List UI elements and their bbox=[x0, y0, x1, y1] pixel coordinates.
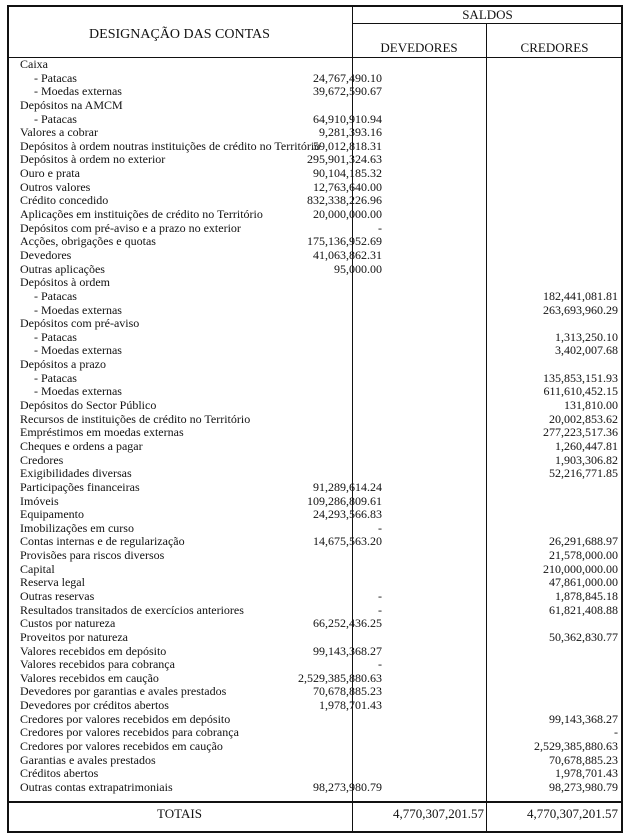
table-row bbox=[10, 685, 618, 699]
table-row bbox=[10, 631, 618, 645]
table-row bbox=[10, 153, 618, 167]
account-label: Depósitos à ordem noutras instituições de crédito no Território bbox=[20, 138, 321, 153]
table-row bbox=[10, 72, 618, 86]
credores-value: 3,402,007.68 bbox=[555, 343, 618, 358]
devedores-value: 91,289,614.24 bbox=[313, 479, 382, 494]
table-row bbox=[10, 385, 618, 399]
table-row bbox=[10, 317, 618, 331]
table-row bbox=[10, 645, 618, 659]
account-label: Aplicações em instituições de crédito no Território bbox=[20, 207, 263, 222]
table-row bbox=[10, 522, 618, 536]
devedores-value: 14,675,563.20 bbox=[313, 534, 382, 549]
account-label: Depósitos à ordem bbox=[20, 275, 110, 290]
credores-value: - bbox=[614, 725, 618, 740]
account-label: Devedores por créditos abertos bbox=[20, 698, 169, 713]
account-label: Empréstimos em moedas externas bbox=[20, 425, 184, 440]
devedores-value: - bbox=[378, 602, 382, 617]
devedores-value: - bbox=[378, 588, 382, 603]
account-label: - Patacas bbox=[34, 329, 77, 344]
account-rows bbox=[10, 58, 618, 795]
table-row bbox=[10, 726, 618, 740]
devedores-value: - bbox=[378, 520, 382, 535]
table-row bbox=[10, 563, 618, 577]
credores-value: 61,821,408.88 bbox=[549, 602, 618, 617]
table-row bbox=[10, 535, 618, 549]
table-row bbox=[10, 672, 618, 686]
devedores-value: 2,529,385,880.63 bbox=[298, 670, 382, 685]
credores-value: 277,223,517.36 bbox=[543, 425, 618, 440]
table-row bbox=[10, 440, 618, 454]
devedores-value: 98,273,980.79 bbox=[313, 779, 382, 794]
table-row bbox=[10, 495, 618, 509]
account-label: Imóveis bbox=[20, 493, 59, 508]
table-row bbox=[10, 549, 618, 563]
devedores-value: 90,104,185.32 bbox=[313, 166, 382, 181]
table-row bbox=[10, 85, 618, 99]
account-label: Contas internas e de regularização bbox=[20, 534, 185, 549]
devedores-value: 41,063,862.31 bbox=[313, 247, 382, 262]
devedores-value: 95,000.00 bbox=[334, 261, 382, 276]
credores-value: 1,878,845.18 bbox=[555, 588, 618, 603]
devedores-value: 12,763,640.00 bbox=[313, 179, 382, 194]
account-label: Garantias e avales prestados bbox=[20, 752, 156, 767]
account-label: - Patacas bbox=[34, 288, 77, 303]
account-label: Ouro e prata bbox=[20, 166, 80, 181]
account-label: Crédito concedido bbox=[20, 193, 109, 208]
devedores-value: 9,281,393.16 bbox=[319, 125, 382, 140]
credores-value: 47,861,000.00 bbox=[549, 575, 618, 590]
table-row bbox=[10, 590, 618, 604]
credores-value: 1,313,250.10 bbox=[555, 329, 618, 344]
account-label: Depósitos com pré-aviso e a prazo no exterior bbox=[20, 220, 241, 235]
devedores-value: 64,910,910.94 bbox=[313, 111, 382, 126]
account-label: Outras contas extrapatrimoniais bbox=[20, 779, 173, 794]
devedores-value: 1,978,701.43 bbox=[319, 698, 382, 713]
account-label: Credores por valores recebidos para cobrança bbox=[20, 725, 239, 740]
credores-value: 182,441,081.81 bbox=[543, 288, 618, 303]
devedores-value: 20,000,000.00 bbox=[313, 207, 382, 222]
credores-value: 26,291,688.97 bbox=[549, 534, 618, 549]
table-row bbox=[10, 276, 618, 290]
table-row bbox=[10, 263, 618, 277]
account-label: - Moedas externas bbox=[34, 84, 122, 99]
divider-totals bbox=[7, 801, 623, 803]
table-row bbox=[10, 140, 618, 154]
credores-value: 70,678,885.23 bbox=[549, 752, 618, 767]
account-label: - Moedas externas bbox=[34, 384, 122, 399]
credores-value: 135,853,151.93 bbox=[543, 370, 618, 385]
account-label: Valores recebidos em depósito bbox=[20, 643, 167, 658]
totals-devedores: 4,770,307,201.57 bbox=[393, 806, 484, 821]
account-label: Devedores bbox=[20, 247, 72, 262]
account-label: Depósitos com pré-aviso bbox=[20, 316, 140, 331]
table-row bbox=[10, 304, 618, 318]
totals-credores: 4,770,307,201.57 bbox=[527, 806, 618, 821]
account-label: Capital bbox=[20, 561, 55, 576]
devedores-value: - bbox=[378, 220, 382, 235]
account-label: - Moedas externas bbox=[34, 302, 122, 317]
account-label: Participações financeiras bbox=[20, 479, 140, 494]
credores-value: 99,143,368.27 bbox=[549, 711, 618, 726]
table-row bbox=[10, 113, 618, 127]
table-row bbox=[10, 767, 618, 781]
account-label: Depósitos na AMCM bbox=[20, 97, 123, 112]
table-row bbox=[10, 413, 618, 427]
table-row bbox=[10, 167, 618, 181]
table-row bbox=[10, 754, 618, 768]
table-row bbox=[10, 658, 618, 672]
account-label: Equipamento bbox=[20, 507, 84, 522]
credores-value: 131,810.00 bbox=[564, 398, 618, 413]
devedores-value: 70,678,885.23 bbox=[313, 684, 382, 699]
header-saldos: SALDOS bbox=[462, 7, 513, 22]
table-row bbox=[10, 58, 618, 72]
devedores-value: 59,012,818.31 bbox=[313, 138, 382, 153]
account-label: Valores recebidos para cobrança bbox=[20, 657, 175, 672]
table-row bbox=[10, 181, 618, 195]
account-label: Custos por natureza bbox=[20, 616, 116, 631]
account-label: - Patacas bbox=[34, 70, 77, 85]
account-label: Outras aplicações bbox=[20, 261, 105, 276]
devedores-value: 175,136,952.69 bbox=[307, 234, 382, 249]
devedores-value: 66,252,436.25 bbox=[313, 616, 382, 631]
account-label: Reserva legal bbox=[20, 575, 85, 590]
account-label: Cheques e ordens a pagar bbox=[20, 438, 143, 453]
table-row bbox=[10, 604, 618, 618]
account-label: Provisões para riscos diversos bbox=[20, 548, 165, 563]
account-label: Credores por valores recebidos em caução bbox=[20, 739, 223, 754]
devedores-value: - bbox=[378, 657, 382, 672]
table-row bbox=[10, 290, 618, 304]
account-label: Devedores por garantias e avales prestados bbox=[20, 684, 227, 699]
table-row bbox=[10, 331, 618, 345]
table-row bbox=[10, 481, 618, 495]
credores-value: 21,578,000.00 bbox=[549, 548, 618, 563]
credores-value: 1,260,447.81 bbox=[555, 438, 618, 453]
header-credores: CREDORES bbox=[520, 40, 589, 55]
account-label: Credores por valores recebidos em depósito bbox=[20, 711, 231, 726]
table-row bbox=[10, 344, 618, 358]
credores-value: 20,002,853.62 bbox=[549, 411, 618, 426]
account-label: Caixa bbox=[20, 57, 48, 71]
account-label: Credores bbox=[20, 452, 64, 467]
account-label: Proveitos por natureza bbox=[20, 629, 128, 644]
account-label: Valores recebidos em caução bbox=[20, 670, 159, 685]
table-row bbox=[10, 222, 618, 236]
table-row bbox=[10, 699, 618, 713]
credores-value: 98,273,980.79 bbox=[549, 779, 618, 794]
table-row bbox=[10, 508, 618, 522]
table-row bbox=[10, 99, 618, 113]
account-label: Outras reservas bbox=[20, 588, 95, 603]
table-row bbox=[10, 208, 618, 222]
account-label: - Patacas bbox=[34, 111, 77, 126]
table-row bbox=[10, 740, 618, 754]
table-row bbox=[10, 454, 618, 468]
totals-label: TOTAIS bbox=[157, 806, 202, 821]
credores-value: 52,216,771.85 bbox=[549, 466, 618, 481]
account-label: Resultados transitados de exercícios anteriores bbox=[20, 602, 244, 617]
table-row bbox=[10, 399, 618, 413]
account-label: Valores a cobrar bbox=[20, 125, 98, 140]
table-row bbox=[10, 781, 618, 795]
table-row bbox=[10, 372, 618, 386]
account-label: - Patacas bbox=[34, 370, 77, 385]
credores-value: 50,362,830.77 bbox=[549, 629, 618, 644]
table-row bbox=[10, 358, 618, 372]
devedores-value: 99,143,368.27 bbox=[313, 643, 382, 658]
account-label: Depósitos à ordem no exterior bbox=[20, 152, 166, 167]
header-designation: DESIGNAÇÃO DAS CONTAS bbox=[89, 27, 270, 42]
devedores-value: 109,286,809.61 bbox=[307, 493, 382, 508]
table-row bbox=[10, 249, 618, 263]
table-row bbox=[10, 713, 618, 727]
account-label: - Moedas externas bbox=[34, 343, 122, 358]
table-row bbox=[10, 235, 618, 249]
credores-value: 1,978,701.43 bbox=[555, 766, 618, 781]
devedores-value: 295,901,324.63 bbox=[307, 152, 382, 167]
table-row bbox=[10, 126, 618, 140]
account-label: Depósitos a prazo bbox=[20, 357, 106, 372]
account-label: Recursos de instituições de crédito no Território bbox=[20, 411, 251, 426]
devedores-value: 24,293,566.83 bbox=[313, 507, 382, 522]
account-label: Outros valores bbox=[20, 179, 91, 194]
table-row bbox=[10, 426, 618, 440]
table-row bbox=[10, 194, 618, 208]
account-label: Créditos abertos bbox=[20, 766, 99, 781]
devedores-value: 832,338,226.96 bbox=[307, 193, 382, 208]
table-row bbox=[10, 467, 618, 481]
devedores-value: 39,672,590.67 bbox=[313, 84, 382, 99]
header-devedores: DEVEDORES bbox=[380, 40, 458, 55]
table-row bbox=[10, 576, 618, 590]
account-label: Acções, obrigações e quotas bbox=[20, 234, 156, 249]
credores-value: 2,529,385,880.63 bbox=[534, 739, 618, 754]
account-label: Depósitos do Sector Público bbox=[20, 398, 157, 413]
account-label: Exigibilidades diversas bbox=[20, 466, 132, 481]
credores-value: 210,000,000.00 bbox=[543, 561, 618, 576]
account-label: Imobilizações em curso bbox=[20, 520, 134, 535]
table-row bbox=[10, 617, 618, 631]
credores-value: 263,693,960.29 bbox=[543, 302, 618, 317]
divider-saldos bbox=[352, 23, 623, 24]
credores-value: 1,903,306.82 bbox=[555, 452, 618, 467]
devedores-value: 24,767,490.10 bbox=[313, 70, 382, 85]
credores-value: 611,610,452.15 bbox=[543, 384, 618, 399]
